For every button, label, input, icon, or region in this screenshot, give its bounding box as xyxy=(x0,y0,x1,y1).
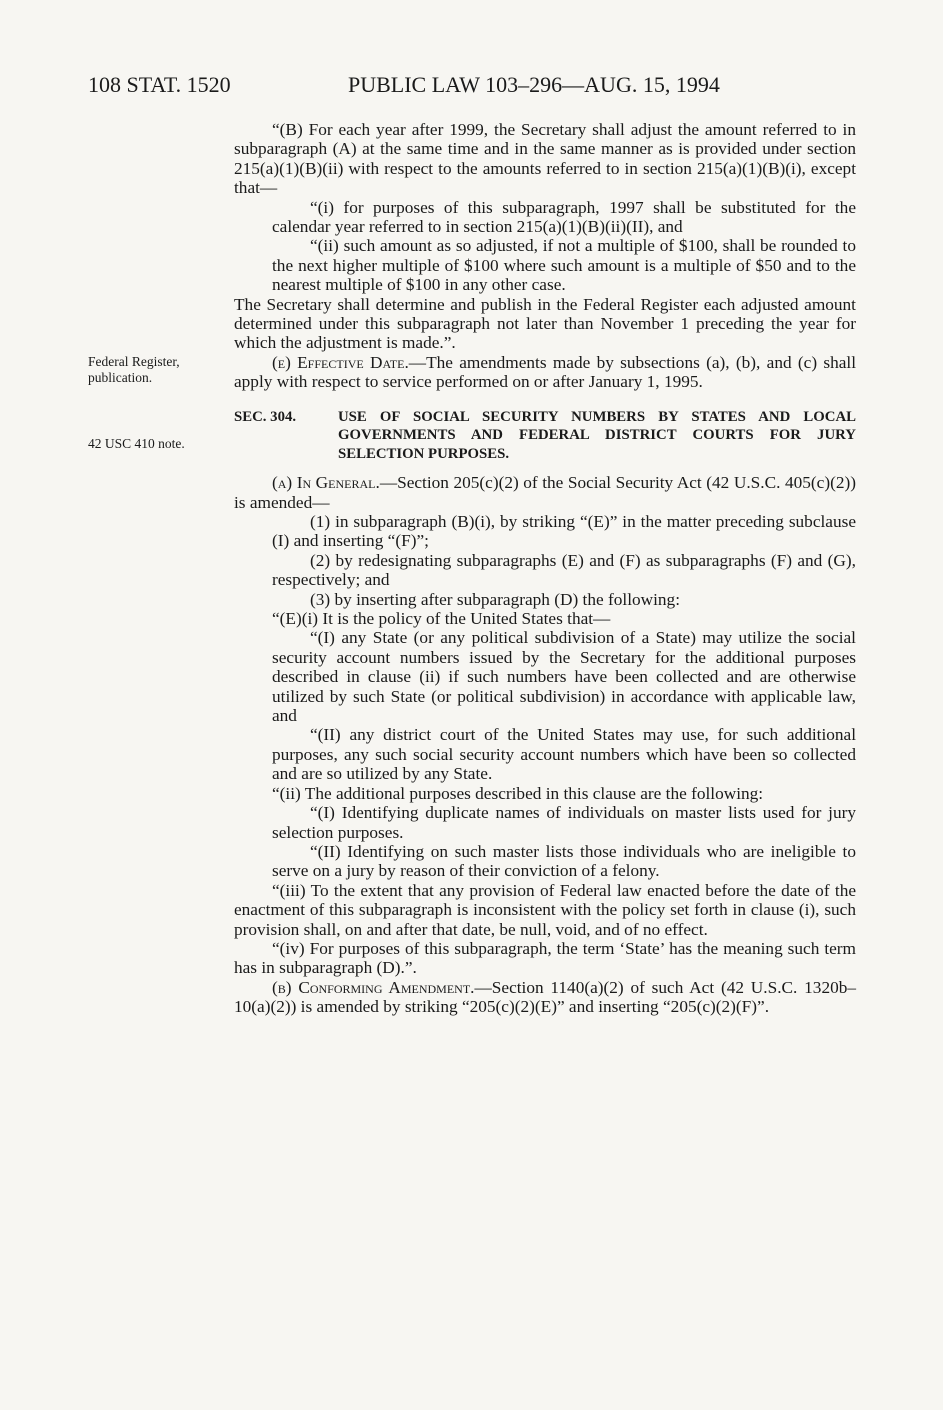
paragraph: “(ii) The additional purposes described in this clause are the following: xyxy=(272,783,764,803)
paragraph: The Secretary shall determine and publish in the Federal Register each adjusted amount determined under this subparagraph not later than November 1 preceding the year for which the adjustment is made.”. xyxy=(234,294,856,353)
paragraph: “(ii) such amount as so adjusted, if not a multiple of $100, shall be rounded to the next higher multiple of $100 where such amount is a multiple of $50 and to the nearest multiple of $100 in any other case. xyxy=(272,236,856,295)
statute-page-number: 108 STAT. 1520 xyxy=(88,72,231,97)
margin-note-usc: 42 USC 410 note. xyxy=(88,436,185,451)
paragraph: “(i) for purposes of this subparagraph, 1997 shall be substituted for the calendar year referred to in section 215(a)(1)(B)(ii)(II), and xyxy=(272,197,856,237)
document-body xyxy=(234,120,856,1017)
paragraph: (2) by redesignating subparagraphs (E) and (F) as subparagraphs (F) and (G), respectively; and xyxy=(272,550,856,590)
margin-note-federal-register: Federal Register, publication. xyxy=(88,354,180,385)
paragraph: “(E)(i) It is the policy of the United States that— xyxy=(272,609,611,629)
paragraph: “(iv) For purposes of this subparagraph, the term ‘State’ has the meaning such term has in subparagraph (D).”. xyxy=(234,938,856,978)
paragraph: “(B) For each year after 1999, the Secretary shall adjust the amount referred to in subparagraph (A) at the same time and in the same manner as is provided under section 215(a)(1)(B)(ii) with respect to the amounts referred to in section 215(a)(1)(B)(i), except that— xyxy=(234,120,856,198)
section-number: SEC. 304. xyxy=(234,408,297,425)
subsection-label: (b) Conforming Amendment. xyxy=(272,977,475,997)
paragraph: (1) in subparagraph (B)(i), by striking “(E)” in the matter preceding subclause (I) and inserting “(F)”; xyxy=(272,512,856,551)
public-law-heading: PUBLIC LAW 103–296—AUG. 15, 1994 xyxy=(348,72,720,97)
paragraph: “(I) any State (or any political subdivision of a State) may utilize the social security account numbers issued by the Secretary for the additional purposes described in clause (ii) if such numbers have been collected and are otherwise utilized by such State (or political subdivision) in accordance with applicable law, and xyxy=(272,628,856,726)
section-heading xyxy=(234,408,856,464)
paragraph: “(II) any district court of the United States may use, for such additional purposes, any such social security account numbers which have been so collected and are so utilized by any State. xyxy=(272,725,856,784)
subsection-label: (e) Effective Date. xyxy=(272,352,409,372)
paragraph xyxy=(234,353,856,392)
paragraph: (3) by inserting after subparagraph (D) the following: xyxy=(310,589,680,609)
paragraph: “(I) Identifying duplicate names of individuals on master lists used for jury selection purposes. xyxy=(272,803,856,842)
paragraph-text: —Section 205(c)(2) of the Social Security Act (42 U.S.C. 405(c)(2)) is amended— xyxy=(234,473,856,512)
paragraph-text: —Section 1140(a)(2) of such Act (42 U.S.C. 1320b–10(a)(2)) is amended by striking “205(c)(2)(E)” and inserting “205(c)(2)(F)”. xyxy=(234,977,857,1017)
subsection-label: (a) In General. xyxy=(272,473,380,493)
paragraph xyxy=(234,978,856,1017)
paragraph-text: —The amendments made by subsections (a), (b), and (c) shall apply with respect to service performed on or after January 1, 1995. xyxy=(234,352,856,392)
paragraph xyxy=(234,473,856,512)
paragraph: “(II) Identifying on such master lists those individuals who are ineligible to serve on a jury by reason of their conviction of a felony. xyxy=(272,841,856,881)
paragraph: “(iii) To the extent that any provision of Federal law enacted before the date of the enactment of this subparagraph is inconsistent with the policy set forth in clause (i), such provision shall, on and after that date, be null, void, and of no effect. xyxy=(234,880,856,939)
section-title: USE OF SOCIAL SECURITY NUMBERS BY STATES AND LOCAL GOVERNMENTS AND FEDERAL DISTRICT COURTS FOR JURY SELECTION PURPOSES. xyxy=(338,408,856,462)
